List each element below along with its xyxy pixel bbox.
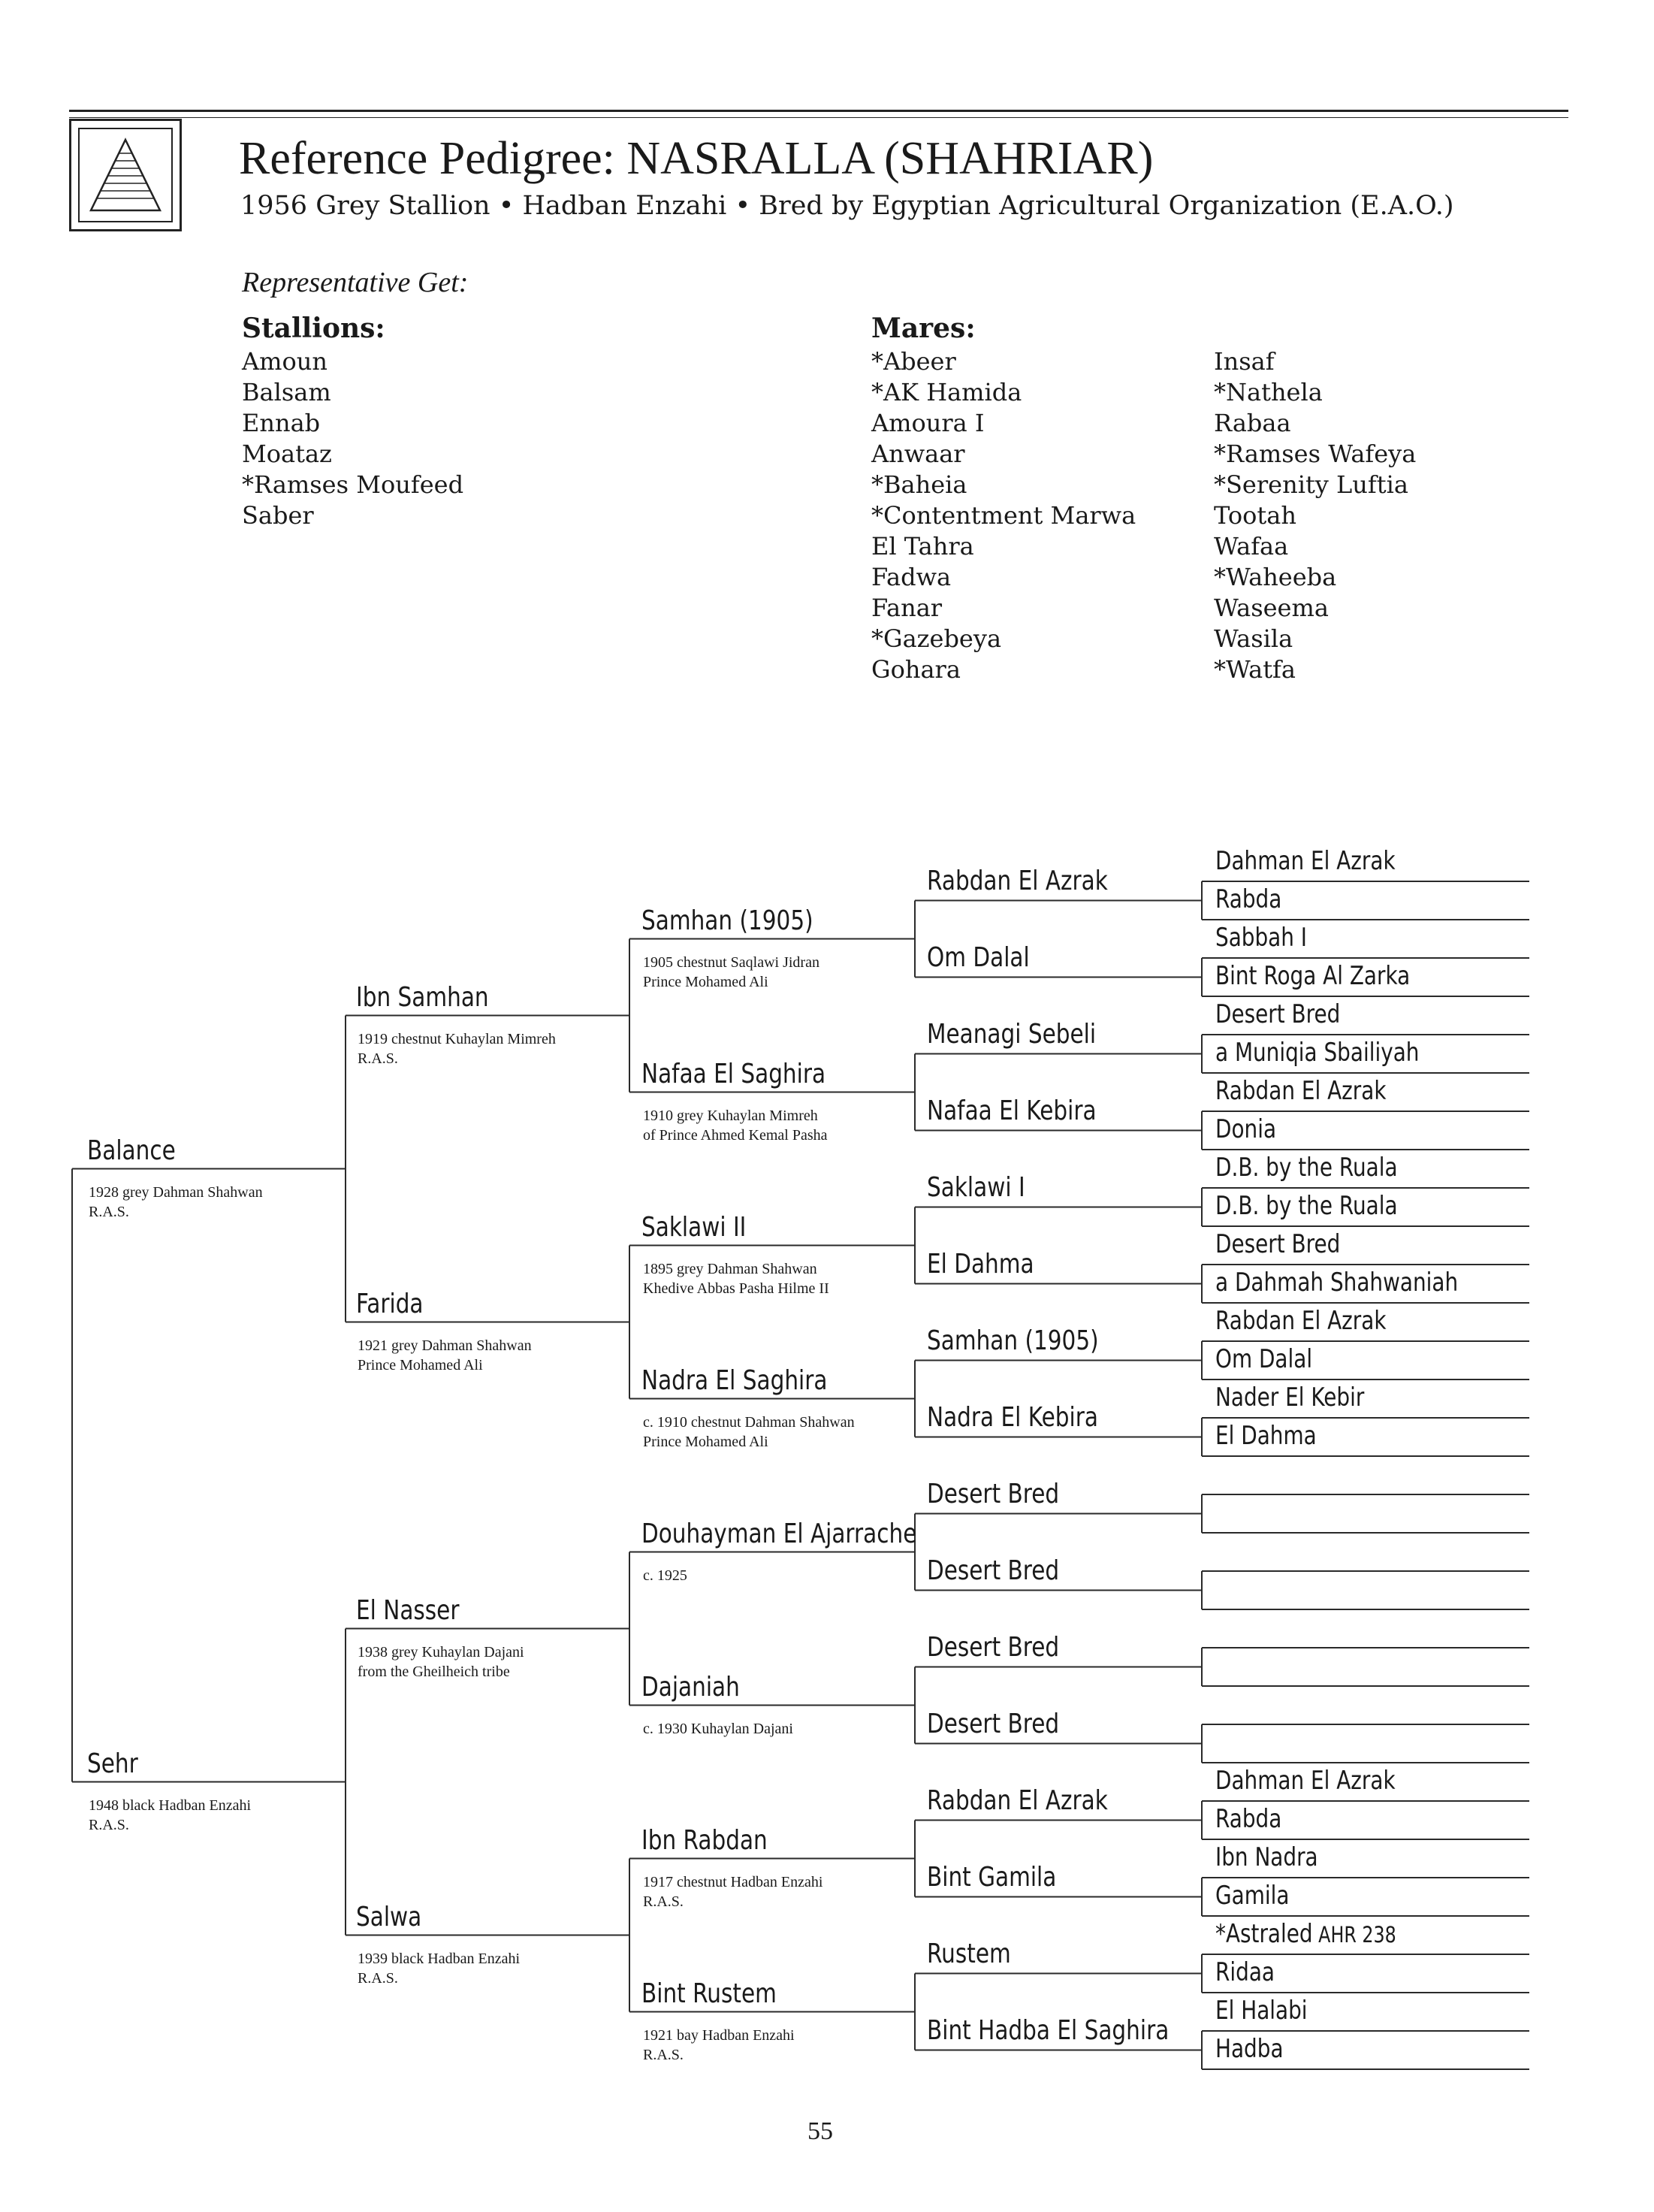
mare-item: *AK Hamida [871, 378, 1022, 406]
g5-horse-name: Sabbah I [1215, 923, 1308, 953]
stallion-item: Amoun [242, 347, 327, 376]
mare-item: Insaf [1214, 347, 1275, 376]
mare-item: Anwaar [871, 440, 965, 468]
g2-horse-info: 1921 grey Dahman Shahwan [358, 1337, 532, 1354]
g4-horse-name: Desert Bred [927, 1708, 1060, 1739]
g1-horse-name: Balance [87, 1135, 176, 1166]
mare-item: *Watfa [1214, 655, 1296, 684]
g4-horse-name: Rabdan El Azrak [927, 1784, 1108, 1816]
g4-horse-name: El Dahma [927, 1248, 1034, 1280]
g5-horse-name: Rabdan El Azrak [1215, 1306, 1387, 1336]
g2-horse-info: 1939 black Hadban Enzahi [358, 1950, 521, 1967]
page-title: Reference Pedigree: NASRALLA (SHAHRIAR) [239, 133, 1154, 184]
g5-horse-name: Rabdan El Azrak [1215, 1076, 1387, 1106]
stallion-item: Ennab [242, 409, 321, 437]
mare-item: *Baheia [871, 470, 967, 499]
g3-horse-info: c. 1910 chestnut Dahman Shahwan [643, 1413, 855, 1431]
g4-horse-name: Nafaa El Kebira [927, 1095, 1097, 1126]
g4-horse-name: Meanagi Sebeli [927, 1018, 1097, 1050]
g4-horse-name: Samhan (1905) [927, 1325, 1099, 1356]
page-number: 55 [807, 2117, 833, 2145]
g3-horse-name: Douhayman El Ajarrache [641, 1518, 917, 1549]
g3-horse-name: Nadra El Saghira [641, 1364, 828, 1396]
g1-horse-info: R.A.S. [89, 1816, 129, 1833]
g4-horse-name: Rustem [927, 1938, 1011, 1969]
page-subtitle: 1956 Grey Stallion • Hadban Enzahi • Bred by Egyptian Agricultural Organization (E.A.O.) [240, 191, 1454, 221]
g3-horse-info: 1921 bay Hadban Enzahi [643, 2026, 795, 2044]
g4-horse-name: Desert Bred [927, 1478, 1060, 1509]
g2-horse-info: R.A.S. [358, 1969, 398, 1987]
g3-horse-info: c. 1930 Kuhaylan Dajani [643, 1720, 793, 1737]
g5-horse-name: a Dahmah Shahwaniah [1215, 1268, 1459, 1298]
g3-horse-info: c. 1925 [643, 1567, 687, 1584]
g1-horse-info: 1948 black Hadban Enzahi [89, 1796, 252, 1814]
stallions-heading: Stallions: [242, 313, 385, 344]
g3-horse-info: 1905 chestnut Saqlawi Jidran [643, 953, 819, 971]
g3-horse-info: Prince Mohamed Ali [643, 1433, 768, 1450]
mare-item: *Ramses Wafeya [1214, 440, 1417, 468]
g4-horse-name: Om Dalal [927, 941, 1030, 973]
stallion-item: Moataz [242, 440, 332, 468]
g2-horse-name: El Nasser [356, 1594, 460, 1626]
mare-item: *Nathela [1214, 378, 1323, 406]
mare-item: *Serenity Luftia [1214, 470, 1408, 499]
g5-horse-name: Dahman El Azrak [1215, 1766, 1396, 1796]
g5-horse-name: Ridaa [1215, 1957, 1275, 1987]
g3-horse-info: 1910 grey Kuhaylan Mimreh [643, 1107, 818, 1124]
g4-horse-name: Saklawi I [927, 1171, 1025, 1203]
g3-horse-name: Bint Rustem [641, 1978, 777, 2009]
g3-horse-info: 1917 chestnut Hadban Enzahi [643, 1873, 823, 1890]
g5-horse-name: Desert Bred [1215, 999, 1341, 1029]
g5-horse-name: a Muniqia Sbailiyah [1215, 1038, 1420, 1068]
g5-horse-name: Dahman El Azrak [1215, 846, 1396, 876]
mare-item: Gohara [871, 655, 961, 684]
g5-horse-name: Gamila [1215, 1881, 1290, 1911]
g5-horse-name: D.B. by the Ruala [1215, 1153, 1398, 1183]
g3-horse-name: Samhan (1905) [641, 905, 813, 936]
g3-horse-info: 1895 grey Dahman Shahwan [643, 1260, 817, 1277]
g5-horse-name: Bint Roga Al Zarka [1215, 961, 1411, 991]
stallion-item: Saber [242, 501, 314, 530]
g5-horse-name: Nader El Kebir [1215, 1382, 1365, 1413]
mare-item: *Contentment Marwa [871, 501, 1136, 530]
g4-horse-name: Nadra El Kebira [927, 1401, 1098, 1433]
g5-horse-name: D.B. by the Ruala [1215, 1191, 1398, 1221]
g3-horse-info: Khedive Abbas Pasha Hilme II [643, 1280, 829, 1297]
mare-item: Amoura I [871, 409, 985, 437]
g2-horse-name: Salwa [356, 1901, 422, 1932]
g1-horse-info: R.A.S. [89, 1203, 129, 1220]
mare-item: Waseema [1214, 594, 1329, 622]
representative-get-heading: Representative Get: [242, 267, 469, 298]
mare-item: *Abeer [871, 347, 956, 376]
g5-horse-name: Desert Bred [1215, 1229, 1341, 1259]
g2-horse-info: Prince Mohamed Ali [358, 1356, 483, 1373]
g5-horse-name: *Astraled AHR 238 [1215, 1919, 1396, 1949]
mare-item: *Gazebeya [871, 624, 1002, 653]
g1-horse-name: Sehr [87, 1748, 138, 1779]
g3-horse-info: of Prince Ahmed Kemal Pasha [643, 1126, 828, 1144]
mare-item: Fadwa [871, 563, 952, 591]
g3-horse-info: Prince Mohamed Ali [643, 973, 768, 990]
g4-horse-name: Desert Bred [927, 1631, 1060, 1663]
mare-item: Wasila [1214, 624, 1293, 653]
g2-horse-info: 1919 chestnut Kuhaylan Mimreh [358, 1030, 556, 1047]
g5-horse-name: El Halabi [1215, 1996, 1308, 2026]
g2-horse-info: 1938 grey Kuhaylan Dajani [358, 1643, 524, 1661]
registry-note: AHR 238 [1312, 1922, 1396, 1948]
mare-item: Tootah [1214, 501, 1296, 530]
mares-heading: Mares: [871, 313, 976, 344]
mare-item: El Tahra [871, 532, 974, 561]
g5-horse-name: Rabda [1215, 884, 1282, 914]
stallion-item: Balsam [242, 378, 331, 406]
stallion-item: *Ramses Moufeed [242, 470, 464, 499]
g2-horse-name: Farida [356, 1288, 424, 1319]
g4-horse-name: Bint Gamila [927, 1861, 1057, 1893]
mare-item: Fanar [871, 594, 943, 622]
g4-horse-name: Desert Bred [927, 1555, 1060, 1586]
g5-horse-name: Rabda [1215, 1804, 1282, 1834]
g5-horse-name: Hadba [1215, 2034, 1284, 2064]
g3-horse-name: Nafaa El Saghira [641, 1058, 826, 1089]
g5-horse-name: Ibn Nadra [1215, 1842, 1318, 1872]
g4-horse-name: Rabdan El Azrak [927, 865, 1108, 896]
g4-horse-name: Bint Hadba El Saghira [927, 2014, 1170, 2046]
g2-horse-name: Ibn Samhan [356, 981, 489, 1013]
mare-item: *Waheeba [1214, 563, 1337, 591]
g5-horse-name: Om Dalal [1215, 1344, 1313, 1374]
g5-horse-name: El Dahma [1215, 1421, 1317, 1451]
g3-horse-name: Ibn Rabdan [641, 1824, 768, 1856]
g2-horse-info: R.A.S. [358, 1050, 398, 1067]
g3-horse-info: R.A.S. [643, 1893, 684, 1910]
mare-item: Rabaa [1214, 409, 1291, 437]
g1-horse-info: 1928 grey Dahman Shahwan [89, 1183, 263, 1201]
mare-item: Wafaa [1214, 532, 1289, 561]
g3-horse-name: Saklawi II [641, 1211, 747, 1243]
g2-horse-info: from the Gheilheich tribe [358, 1663, 510, 1680]
g3-horse-name: Dajaniah [641, 1671, 740, 1703]
g5-horse-name: Donia [1215, 1114, 1277, 1144]
g3-horse-info: R.A.S. [643, 2046, 684, 2063]
